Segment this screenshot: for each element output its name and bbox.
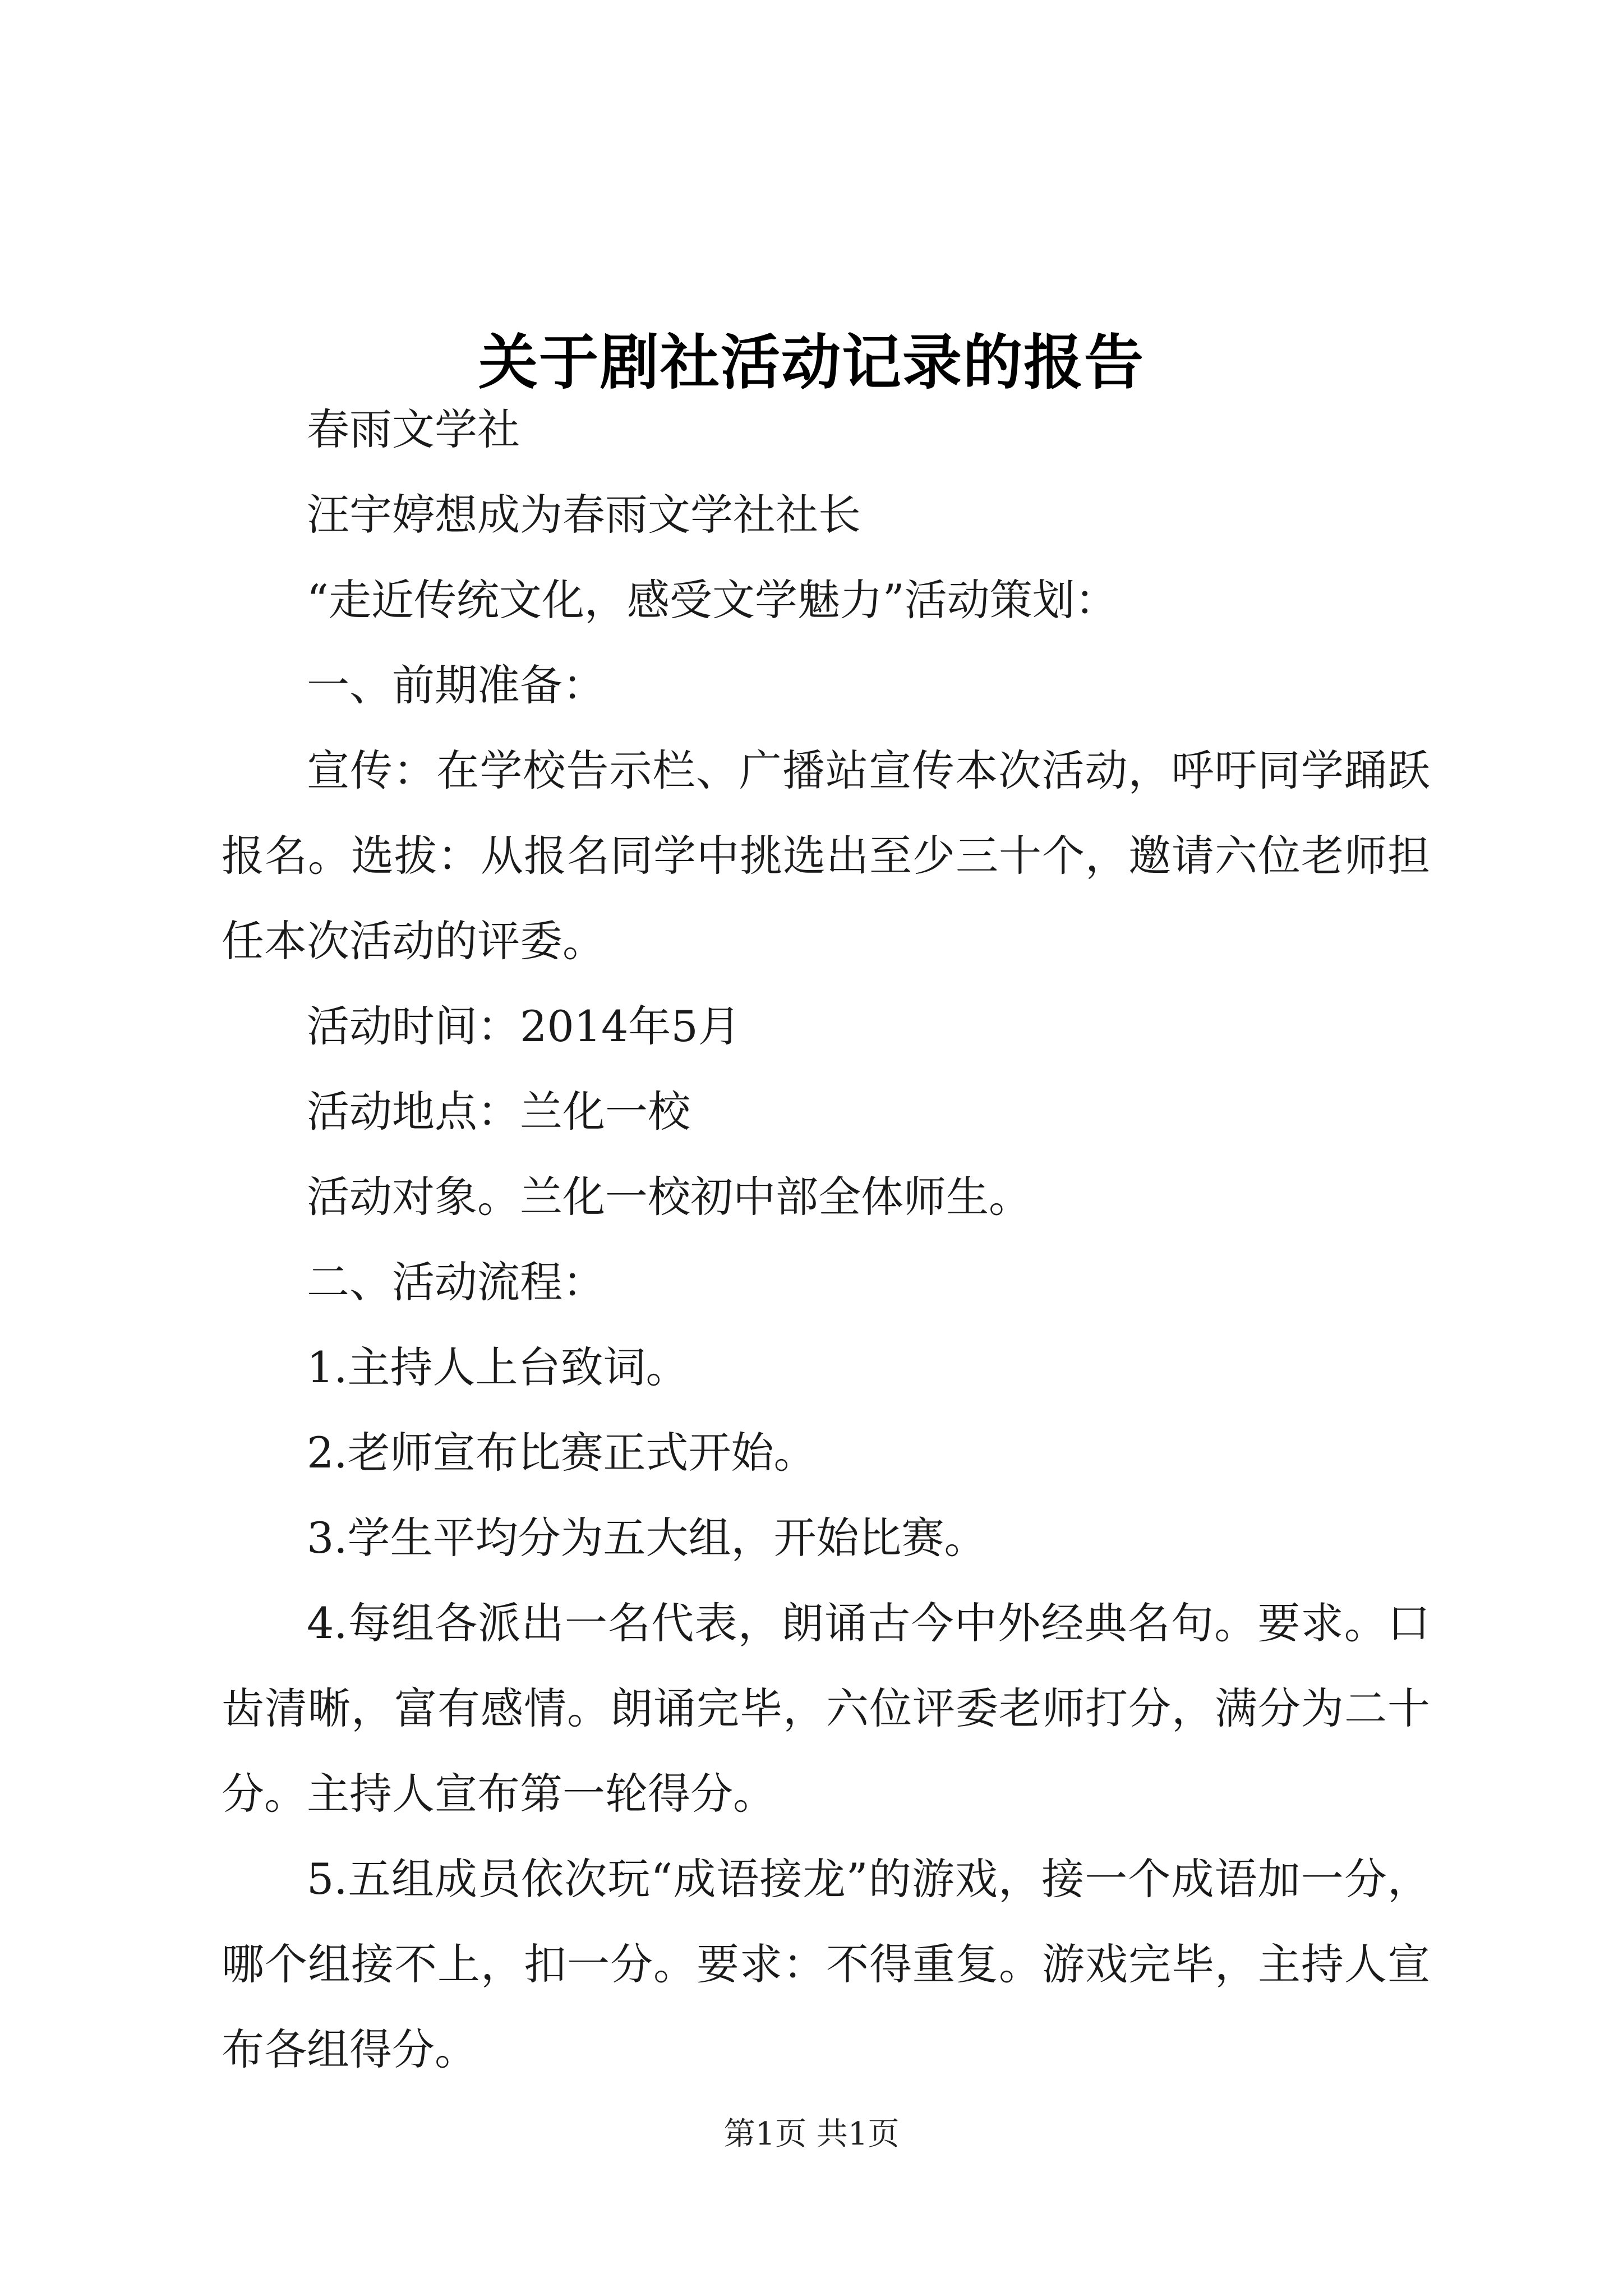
- paragraph-publicity-selection: 宣传：在学校告示栏、广播站宣传本次活动，呼吁同学踊跃报名。选拔：从报名同学中挑选出至少三十个，邀请六位老师担任本次活动的评委。: [222, 746, 1430, 966]
- list-item-step-3: 3.学生平均分为五大组，开始比赛。: [307, 1513, 987, 1563]
- list-item-step-5: 5.五组成员依次玩“成语接龙”的游戏，接一个成语加一分，哪个组接不上，扣一分。要求：不得重复。游戏完毕，主持人宣布各组得分。: [222, 1854, 1430, 2074]
- section-heading-preparation: 一、前期准备：: [307, 660, 605, 710]
- list-item-step-1: 1.主持人上台致词。: [307, 1342, 689, 1392]
- paragraph-activity-time: 活动时间：2014年5月: [307, 1001, 741, 1051]
- paragraph-activity-plan-heading: “走近传统文化，感受文学魅力”活动策划：: [307, 575, 1118, 625]
- paragraph-activity-audience: 活动对象。兰化一校初中部全体师生。: [307, 1172, 1031, 1222]
- section-heading-process: 二、活动流程：: [307, 1257, 605, 1307]
- paragraph-activity-location: 活动地点：兰化一校: [307, 1087, 690, 1137]
- list-item-step-2: 2.老师宣布比赛正式开始。: [307, 1428, 817, 1478]
- paragraph-president: 汪宇婷想成为春雨文学社社长: [307, 490, 861, 540]
- document-body: [222, 387, 1430, 2092]
- paragraph-club-name: 春雨文学社: [307, 404, 520, 454]
- page-number-footer: 第1页 共1页: [723, 2116, 900, 2152]
- document-title: 关于剧社活动记录的报告: [478, 327, 1145, 398]
- list-item-step-4: 4.每组各派出一名代表，朗诵古今中外经典名句。要求。口齿清晰，富有感情。朗诵完毕，六位评委老师打分，满分为二十分。主持人宣布第一轮得分。: [222, 1598, 1430, 1819]
